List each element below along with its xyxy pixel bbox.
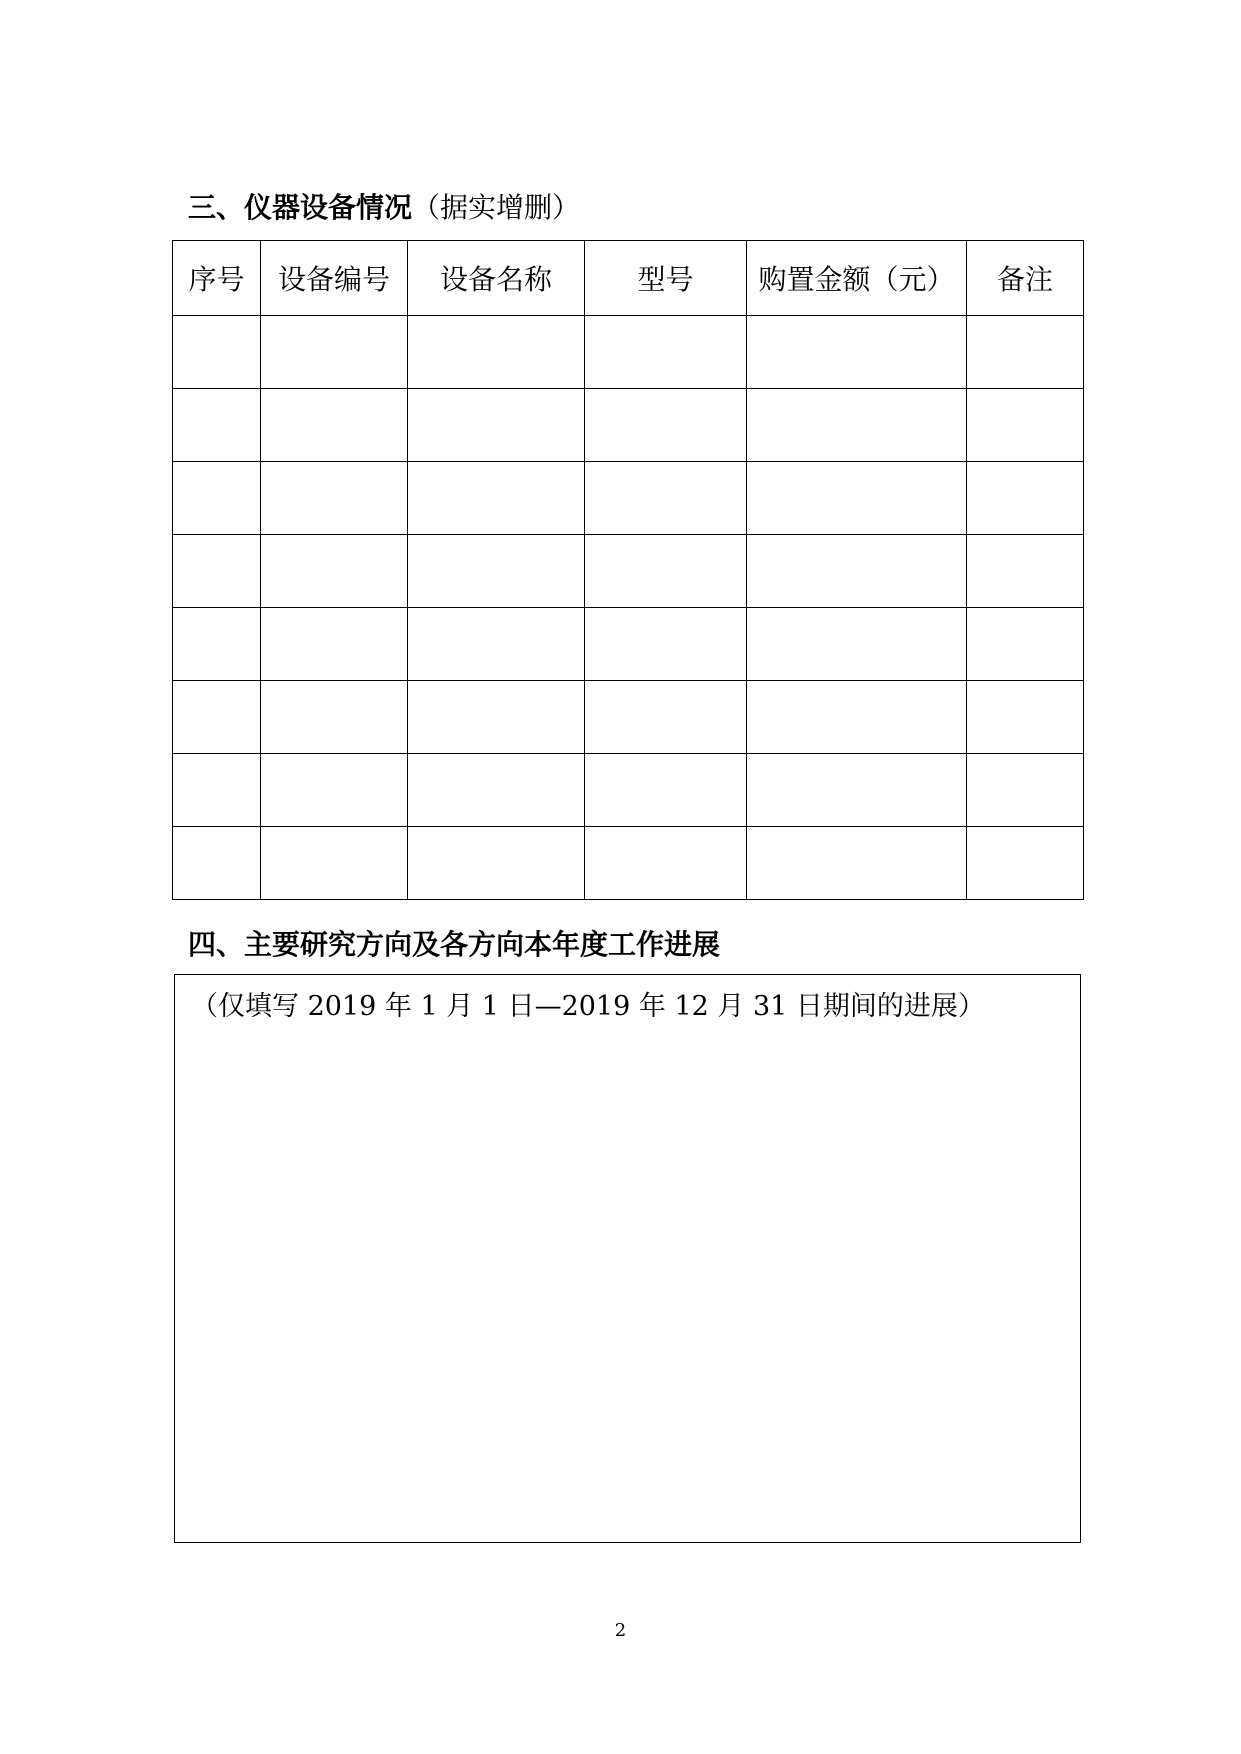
header-equipment-id: 设备编号	[261, 241, 408, 316]
table-cell[interactable]	[173, 389, 261, 462]
header-serial-number: 序号	[173, 241, 261, 316]
table-header-row	[173, 241, 1084, 316]
table-cell[interactable]	[261, 316, 408, 389]
table-cell[interactable]	[408, 608, 585, 681]
section3-heading	[188, 190, 580, 226]
table-cell[interactable]	[585, 535, 747, 608]
table-cell[interactable]	[261, 462, 408, 535]
table-cell[interactable]	[173, 681, 261, 754]
table-cell[interactable]	[408, 754, 585, 827]
table-row	[173, 754, 1084, 827]
table-row	[173, 608, 1084, 681]
table-cell[interactable]	[261, 389, 408, 462]
section3-note: （据实增删）	[412, 191, 581, 224]
table-cell[interactable]	[747, 681, 967, 754]
table-cell[interactable]	[585, 827, 747, 900]
progress-instruction: （仅填写 2019 年 1 月 1 日—2019 年 12 月 31 日期间的进展）	[191, 991, 985, 1022]
table-cell[interactable]	[967, 462, 1084, 535]
table-cell[interactable]	[408, 316, 585, 389]
table-row	[173, 827, 1084, 900]
table-cell[interactable]	[173, 535, 261, 608]
table-cell[interactable]	[967, 681, 1084, 754]
table-cell[interactable]	[173, 316, 261, 389]
header-model: 型号	[585, 241, 747, 316]
table-cell[interactable]	[967, 608, 1084, 681]
header-purchase-amount: 购置金额（元）	[747, 241, 967, 316]
table-cell[interactable]	[585, 316, 747, 389]
equipment-table	[172, 240, 1084, 900]
table-cell[interactable]	[967, 389, 1084, 462]
table-cell[interactable]	[408, 681, 585, 754]
table-cell[interactable]	[747, 316, 967, 389]
table-row	[173, 535, 1084, 608]
header-equipment-name: 设备名称	[408, 241, 585, 316]
header-remarks: 备注	[967, 241, 1084, 316]
table-cell[interactable]	[967, 316, 1084, 389]
table-cell[interactable]	[408, 827, 585, 900]
table-cell[interactable]	[261, 608, 408, 681]
table-cell[interactable]	[173, 462, 261, 535]
table-cell[interactable]	[747, 462, 967, 535]
table-cell[interactable]	[967, 827, 1084, 900]
table-cell[interactable]	[408, 462, 585, 535]
table-cell[interactable]	[261, 535, 408, 608]
table-cell[interactable]	[967, 535, 1084, 608]
table-cell[interactable]	[747, 827, 967, 900]
table-cell[interactable]	[585, 389, 747, 462]
table-cell[interactable]	[261, 681, 408, 754]
table-row	[173, 316, 1084, 389]
table-cell[interactable]	[585, 608, 747, 681]
table-cell[interactable]	[173, 827, 261, 900]
table-row	[173, 462, 1084, 535]
progress-text-box[interactable]	[174, 974, 1081, 1543]
table-row	[173, 681, 1084, 754]
table-cell[interactable]	[747, 389, 967, 462]
table-cell[interactable]	[408, 389, 585, 462]
table-cell[interactable]	[585, 681, 747, 754]
table-cell[interactable]	[585, 462, 747, 535]
equipment-table-body	[173, 316, 1084, 900]
table-cell[interactable]	[173, 754, 261, 827]
table-row	[173, 389, 1084, 462]
table-cell[interactable]	[261, 827, 408, 900]
table-cell[interactable]	[585, 754, 747, 827]
table-cell[interactable]	[261, 754, 408, 827]
table-cell[interactable]	[747, 535, 967, 608]
section4-heading: 四、主要研究方向及各方向本年度工作进展	[188, 928, 721, 961]
table-cell[interactable]	[408, 535, 585, 608]
section3-title: 三、仪器设备情况	[188, 191, 413, 224]
table-cell[interactable]	[173, 608, 261, 681]
table-cell[interactable]	[747, 754, 967, 827]
table-cell[interactable]	[967, 754, 1084, 827]
page-number: 2	[614, 1620, 627, 1641]
table-cell[interactable]	[747, 608, 967, 681]
